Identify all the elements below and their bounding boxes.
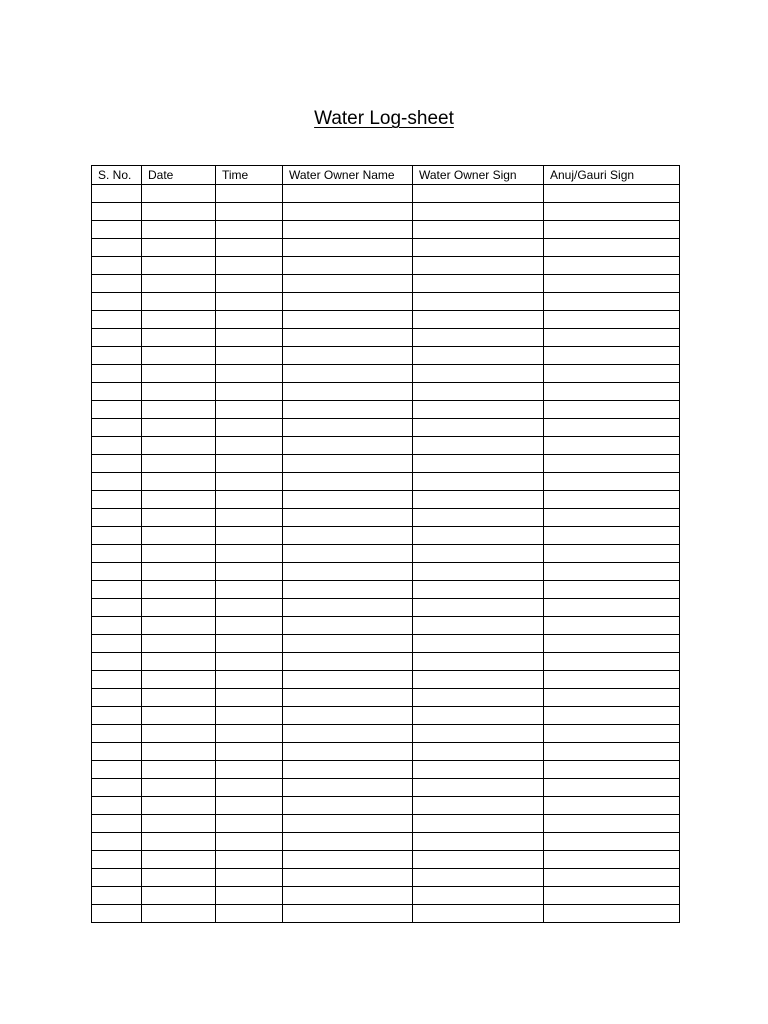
cell-water-owner-name [283,869,413,887]
cell-water-owner-sign [413,437,544,455]
cell-time [216,491,283,509]
cell-time [216,545,283,563]
cell-date [142,365,216,383]
table-row [92,779,680,797]
cell-water-owner-name [283,293,413,311]
cell-time [216,833,283,851]
cell-date [142,743,216,761]
cell-water-owner-name [283,437,413,455]
cell-water-owner-sign [413,221,544,239]
cell-anuj-gauri-sign [544,221,680,239]
cell-water-owner-name [283,401,413,419]
table-row [92,581,680,599]
cell-water-owner-sign [413,347,544,365]
cell-serial-number [92,599,142,617]
cell-time [216,797,283,815]
cell-date [142,797,216,815]
table-row [92,761,680,779]
cell-serial-number [92,491,142,509]
cell-anuj-gauri-sign [544,761,680,779]
cell-anuj-gauri-sign [544,401,680,419]
cell-anuj-gauri-sign [544,293,680,311]
cell-time [216,257,283,275]
cell-serial-number [92,815,142,833]
cell-date [142,383,216,401]
water-log-table [91,165,680,923]
table-row [92,653,680,671]
table-row [92,185,680,203]
table-row [92,527,680,545]
cell-water-owner-name [283,599,413,617]
cell-water-owner-name [283,275,413,293]
table-row [92,707,680,725]
cell-water-owner-sign [413,473,544,491]
table-row [92,563,680,581]
cell-anuj-gauri-sign [544,473,680,491]
cell-time [216,581,283,599]
cell-serial-number [92,617,142,635]
cell-water-owner-sign [413,779,544,797]
cell-serial-number [92,185,142,203]
cell-water-owner-sign [413,815,544,833]
cell-time [216,617,283,635]
cell-water-owner-name [283,329,413,347]
cell-serial-number [92,689,142,707]
cell-water-owner-sign [413,275,544,293]
table-row [92,797,680,815]
cell-anuj-gauri-sign [544,779,680,797]
cell-serial-number [92,887,142,905]
cell-time [216,311,283,329]
cell-anuj-gauri-sign [544,311,680,329]
cell-serial-number [92,761,142,779]
table-row [92,329,680,347]
cell-water-owner-name [283,221,413,239]
cell-water-owner-sign [413,725,544,743]
cell-water-owner-name [283,851,413,869]
cell-date [142,221,216,239]
cell-anuj-gauri-sign [544,617,680,635]
cell-water-owner-name [283,203,413,221]
table-row [92,239,680,257]
table-row [92,635,680,653]
cell-date [142,581,216,599]
cell-water-owner-name [283,347,413,365]
cell-water-owner-sign [413,419,544,437]
cell-water-owner-sign [413,761,544,779]
table-row [92,221,680,239]
cell-date [142,509,216,527]
cell-anuj-gauri-sign [544,797,680,815]
cell-time [216,815,283,833]
cell-water-owner-sign [413,581,544,599]
table-row [92,599,680,617]
cell-water-owner-sign [413,527,544,545]
cell-time [216,185,283,203]
cell-serial-number [92,437,142,455]
cell-serial-number [92,563,142,581]
cell-water-owner-sign [413,743,544,761]
cell-date [142,185,216,203]
cell-water-owner-name [283,761,413,779]
cell-date [142,311,216,329]
cell-serial-number [92,365,142,383]
cell-date [142,815,216,833]
cell-water-owner-sign [413,365,544,383]
cell-water-owner-name [283,527,413,545]
cell-water-owner-name [283,617,413,635]
cell-water-owner-name [283,311,413,329]
cell-anuj-gauri-sign [544,437,680,455]
column-header-anuj-gauri-sign: Anuj/Gauri Sign [544,166,680,185]
cell-serial-number [92,383,142,401]
cell-time [216,851,283,869]
cell-time [216,779,283,797]
cell-serial-number [92,509,142,527]
table-row [92,869,680,887]
cell-date [142,689,216,707]
cell-time [216,365,283,383]
cell-water-owner-sign [413,509,544,527]
cell-water-owner-name [283,545,413,563]
cell-time [216,671,283,689]
cell-date [142,707,216,725]
cell-serial-number [92,581,142,599]
table-row [92,815,680,833]
cell-time [216,689,283,707]
cell-water-owner-sign [413,185,544,203]
cell-water-owner-sign [413,689,544,707]
cell-date [142,563,216,581]
cell-water-owner-sign [413,905,544,923]
cell-water-owner-name [283,653,413,671]
cell-anuj-gauri-sign [544,671,680,689]
table-row [92,203,680,221]
cell-anuj-gauri-sign [544,527,680,545]
cell-anuj-gauri-sign [544,563,680,581]
cell-water-owner-sign [413,635,544,653]
table-row [92,257,680,275]
table-row [92,473,680,491]
cell-time [216,275,283,293]
cell-serial-number [92,671,142,689]
table-row [92,437,680,455]
cell-water-owner-name [283,509,413,527]
table-row [92,491,680,509]
table-row [92,905,680,923]
cell-serial-number [92,221,142,239]
cell-time [216,509,283,527]
cell-time [216,203,283,221]
table-row [92,851,680,869]
cell-date [142,905,216,923]
cell-date [142,275,216,293]
cell-anuj-gauri-sign [544,239,680,257]
cell-date [142,257,216,275]
cell-time [216,653,283,671]
table-row [92,509,680,527]
cell-time [216,293,283,311]
cell-water-owner-name [283,833,413,851]
cell-date [142,851,216,869]
cell-time [216,725,283,743]
cell-water-owner-name [283,581,413,599]
cell-water-owner-sign [413,293,544,311]
cell-anuj-gauri-sign [544,905,680,923]
table-row [92,419,680,437]
cell-time [216,887,283,905]
cell-time [216,437,283,455]
table-row [92,275,680,293]
table-row [92,401,680,419]
cell-anuj-gauri-sign [544,581,680,599]
cell-date [142,527,216,545]
cell-water-owner-name [283,257,413,275]
cell-date [142,455,216,473]
cell-water-owner-sign [413,491,544,509]
cell-date [142,833,216,851]
cell-water-owner-name [283,905,413,923]
cell-water-owner-name [283,455,413,473]
column-header-date: Date [142,166,216,185]
cell-water-owner-sign [413,329,544,347]
column-header-time: Time [216,166,283,185]
cell-water-owner-name [283,779,413,797]
table-row [92,725,680,743]
cell-date [142,887,216,905]
cell-serial-number [92,725,142,743]
cell-date [142,203,216,221]
cell-water-owner-sign [413,563,544,581]
cell-serial-number [92,257,142,275]
cell-time [216,707,283,725]
cell-water-owner-sign [413,707,544,725]
cell-serial-number [92,419,142,437]
cell-water-owner-sign [413,653,544,671]
table-row [92,671,680,689]
cell-serial-number [92,833,142,851]
cell-anuj-gauri-sign [544,509,680,527]
cell-serial-number [92,347,142,365]
table-row [92,455,680,473]
cell-serial-number [92,869,142,887]
cell-time [216,329,283,347]
cell-serial-number [92,797,142,815]
cell-date [142,329,216,347]
cell-time [216,905,283,923]
cell-date [142,401,216,419]
table-row [92,365,680,383]
cell-anuj-gauri-sign [544,707,680,725]
cell-water-owner-name [283,689,413,707]
cell-water-owner-sign [413,239,544,257]
cell-serial-number [92,527,142,545]
cell-water-owner-sign [413,383,544,401]
cell-water-owner-sign [413,599,544,617]
cell-water-owner-name [283,707,413,725]
cell-date [142,437,216,455]
cell-water-owner-name [283,671,413,689]
cell-date [142,635,216,653]
cell-water-owner-name [283,491,413,509]
cell-serial-number [92,743,142,761]
cell-time [216,347,283,365]
cell-time [216,869,283,887]
cell-water-owner-sign [413,311,544,329]
cell-serial-number [92,311,142,329]
cell-time [216,401,283,419]
cell-water-owner-name [283,383,413,401]
cell-water-owner-sign [413,671,544,689]
cell-water-owner-name [283,635,413,653]
cell-date [142,761,216,779]
cell-date [142,671,216,689]
cell-date [142,239,216,257]
cell-time [216,239,283,257]
cell-time [216,635,283,653]
table-row [92,293,680,311]
cell-water-owner-sign [413,869,544,887]
cell-water-owner-name [283,815,413,833]
cell-anuj-gauri-sign [544,725,680,743]
cell-date [142,725,216,743]
table-row [92,311,680,329]
table-header-row [92,166,680,185]
cell-serial-number [92,293,142,311]
cell-anuj-gauri-sign [544,257,680,275]
column-header-water-owner-name: Water Owner Name [283,166,413,185]
cell-date [142,419,216,437]
cell-anuj-gauri-sign [544,185,680,203]
cell-serial-number [92,653,142,671]
column-header-water-owner-sign: Water Owner Sign [413,166,544,185]
table-row [92,833,680,851]
cell-water-owner-name [283,797,413,815]
cell-time [216,473,283,491]
cell-date [142,293,216,311]
cell-water-owner-sign [413,545,544,563]
cell-serial-number [92,635,142,653]
cell-anuj-gauri-sign [544,275,680,293]
cell-water-owner-name [283,185,413,203]
cell-serial-number [92,707,142,725]
cell-water-owner-sign [413,257,544,275]
cell-anuj-gauri-sign [544,419,680,437]
cell-time [216,419,283,437]
cell-water-owner-sign [413,617,544,635]
cell-water-owner-name [283,887,413,905]
cell-water-owner-sign [413,401,544,419]
cell-anuj-gauri-sign [544,545,680,563]
cell-date [142,347,216,365]
cell-time [216,599,283,617]
cell-anuj-gauri-sign [544,383,680,401]
cell-anuj-gauri-sign [544,653,680,671]
cell-date [142,869,216,887]
table-row [92,743,680,761]
cell-water-owner-sign [413,887,544,905]
cell-date [142,779,216,797]
cell-water-owner-sign [413,851,544,869]
table-row [92,347,680,365]
table-body [92,185,680,923]
cell-water-owner-name [283,365,413,383]
cell-anuj-gauri-sign [544,743,680,761]
cell-water-owner-sign [413,797,544,815]
cell-date [142,617,216,635]
table-row [92,383,680,401]
cell-anuj-gauri-sign [544,887,680,905]
cell-serial-number [92,401,142,419]
cell-serial-number [92,203,142,221]
cell-time [216,527,283,545]
cell-date [142,599,216,617]
cell-serial-number [92,779,142,797]
cell-anuj-gauri-sign [544,329,680,347]
table-row [92,545,680,563]
cell-serial-number [92,851,142,869]
cell-anuj-gauri-sign [544,833,680,851]
cell-water-owner-name [283,743,413,761]
cell-serial-number [92,473,142,491]
cell-water-owner-name [283,239,413,257]
table-row [92,689,680,707]
cell-time [216,563,283,581]
cell-anuj-gauri-sign [544,347,680,365]
cell-water-owner-name [283,563,413,581]
table-row [92,887,680,905]
cell-time [216,743,283,761]
cell-anuj-gauri-sign [544,815,680,833]
cell-anuj-gauri-sign [544,455,680,473]
cell-water-owner-name [283,419,413,437]
cell-date [142,491,216,509]
cell-anuj-gauri-sign [544,203,680,221]
cell-anuj-gauri-sign [544,599,680,617]
cell-serial-number [92,239,142,257]
cell-anuj-gauri-sign [544,365,680,383]
cell-anuj-gauri-sign [544,869,680,887]
cell-time [216,455,283,473]
cell-water-owner-name [283,725,413,743]
cell-anuj-gauri-sign [544,491,680,509]
cell-date [142,653,216,671]
table-row [92,617,680,635]
cell-serial-number [92,545,142,563]
page-title: Water Log-sheet [314,108,454,129]
cell-serial-number [92,275,142,293]
cell-water-owner-name [283,473,413,491]
cell-anuj-gauri-sign [544,689,680,707]
cell-date [142,473,216,491]
cell-time [216,383,283,401]
cell-time [216,761,283,779]
cell-serial-number [92,455,142,473]
cell-serial-number [92,329,142,347]
cell-serial-number [92,905,142,923]
cell-water-owner-sign [413,833,544,851]
cell-time [216,221,283,239]
cell-anuj-gauri-sign [544,635,680,653]
column-header-serial-number: S. No. [92,166,142,185]
cell-date [142,545,216,563]
cell-water-owner-sign [413,455,544,473]
cell-water-owner-sign [413,203,544,221]
cell-anuj-gauri-sign [544,851,680,869]
